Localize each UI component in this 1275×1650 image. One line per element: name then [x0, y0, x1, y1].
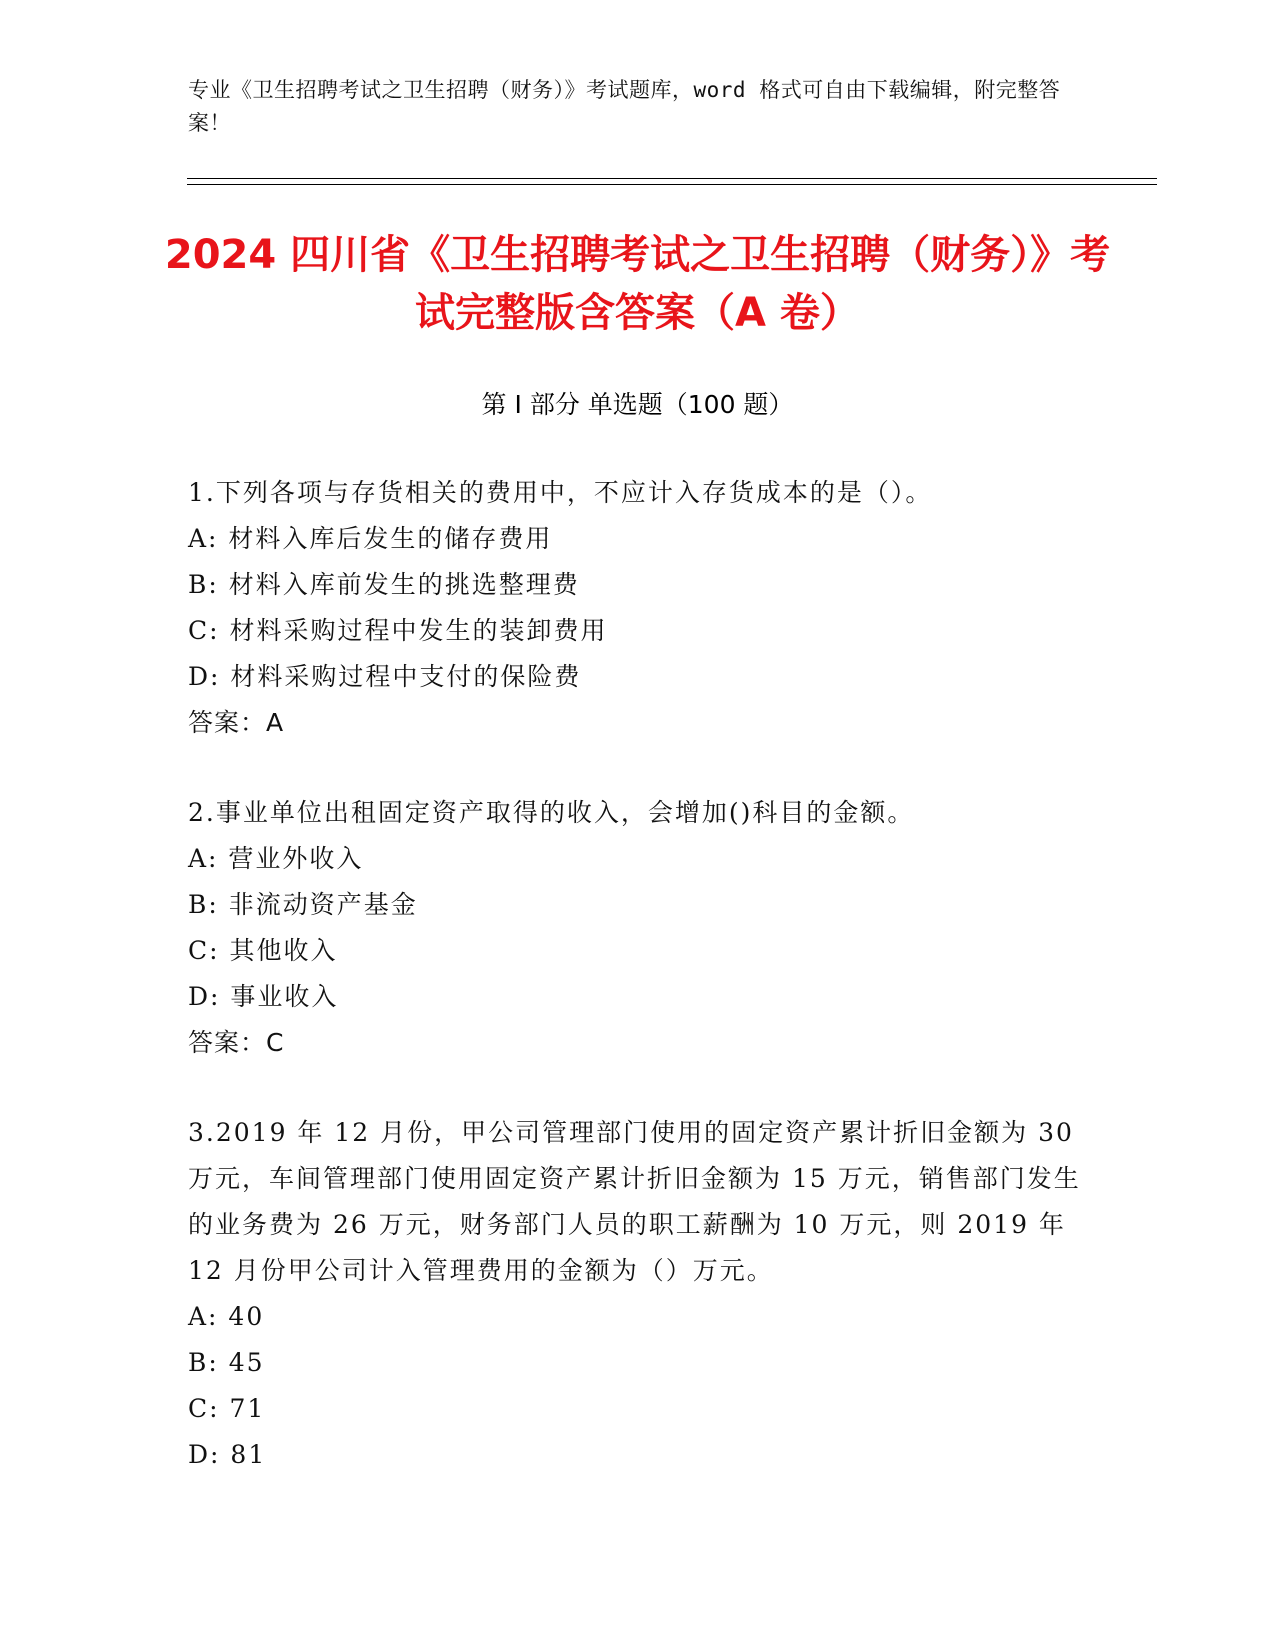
option-a: A: 营业外收入 [188, 844, 364, 873]
document-title: 2024 四川省《卫生招聘考试之卫生招聘（财务）》考试完整版含答案（A 卷） [164, 232, 1111, 336]
option-d: D: 81 [188, 1440, 267, 1469]
header-note: 专业《卫生招聘考试之卫生招聘（财务）》考试题库，word 格式可自由下载编辑，附完整答案！ [188, 78, 1061, 135]
question-stem: 3.2019 年 12 月份，甲公司管理部门使用的固定资产累计折旧金额为 30 万元，车间管理部门使用固定资产累计折旧金额为 15 万元，销售部门发生的业务费为 26 万元，财务部门人员的职工薪酬为 10 万元，则 2019 年 12 月份甲公司计入管理费用的金额为（）万元。 [188, 1118, 1081, 1285]
question-1 [188, 470, 1093, 746]
option-a: A: 40 [188, 1302, 265, 1331]
header-divider-top [187, 178, 1157, 179]
answer: 答案：C [188, 1028, 285, 1057]
option-d: D: 事业收入 [188, 982, 339, 1011]
option-c: C: 其他收入 [188, 936, 338, 965]
option-a: A: 材料入库后发生的储存费用 [188, 524, 553, 553]
option-b: B: 材料入库前发生的挑选整理费 [188, 570, 580, 599]
question-stem: 1.下列各项与存货相关的费用中，不应计入存货成本的是（）。 [188, 478, 933, 507]
section-heading: 第 I 部分 单选题（100 题） [481, 390, 794, 419]
answer: 答案：A [188, 708, 285, 737]
option-b: B: 45 [188, 1348, 265, 1377]
option-c: C: 材料采购过程中发生的装卸费用 [188, 616, 608, 645]
option-d: D: 材料采购过程中支付的保险费 [188, 662, 582, 691]
header-divider-bottom [187, 184, 1157, 185]
question-stem: 2.事业单位出租固定资产取得的收入，会增加()科目的金额。 [188, 798, 915, 827]
question-3 [188, 1110, 1093, 1478]
option-b: B: 非流动资产基金 [188, 890, 418, 919]
question-2 [188, 790, 1093, 1066]
option-c: C: 71 [188, 1394, 266, 1423]
